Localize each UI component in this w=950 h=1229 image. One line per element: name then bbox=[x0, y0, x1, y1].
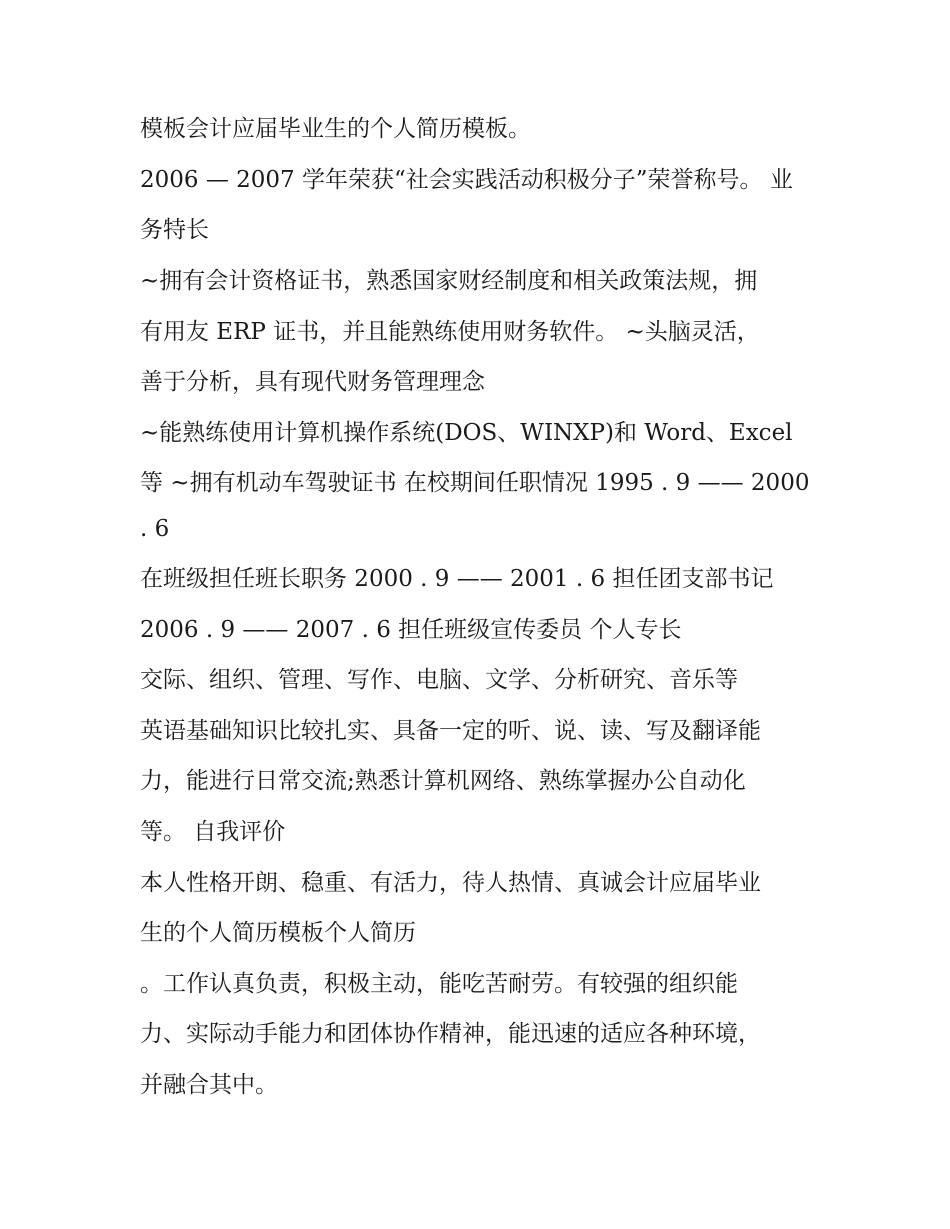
text-line: 等 ~拥有机动车驾驶证书 在校期间任职情况 1995 . 9 —— 2000 bbox=[140, 470, 810, 496]
text-line: . 6 bbox=[140, 516, 170, 542]
text-line: 力，能进行日常交流;熟悉计算机网络、熟练掌握办公自动化 bbox=[140, 768, 746, 794]
text-line: 并融合其中。 bbox=[140, 1072, 278, 1098]
text-line: ~能熟练使用计算机操作系统(DOS、WINXP)和 Word、Excel bbox=[140, 420, 793, 446]
text-line: 英语基础知识比较扎实、具备一定的听、说、读、写及翻译能 bbox=[140, 718, 761, 744]
text-line: 交际、组织、管理、写作、电脑、文学、分析研究、音乐等 bbox=[140, 667, 738, 693]
text-line: 务特长 bbox=[140, 217, 209, 243]
text-line: 有用友 ERP 证书，并且能熟练使用财务软件。 ~头脑灵活， bbox=[140, 319, 760, 345]
text-line: 。工作认真负责，积极主动，能吃苦耐劳。有较强的组织能 bbox=[140, 971, 738, 997]
text-line: 模板会计应届毕业生的个人简历模板。 bbox=[140, 116, 531, 142]
text-line: ~拥有会计资格证书，熟悉国家财经制度和相关政策法规，拥 bbox=[140, 268, 758, 294]
text-line: 生的个人简历模板个人简历 bbox=[140, 920, 416, 946]
text-line: 善于分析，具有现代财务管理理念 bbox=[140, 369, 485, 395]
text-line: 本人性格开朗、稳重、有活力，待人热情、真诚会计应届毕业 bbox=[140, 870, 761, 896]
text-line: 力、实际动手能力和团体协作精神，能迅速的适应各种环境， bbox=[140, 1021, 761, 1047]
text-line: 在班级担任班长职务 2000 . 9 —— 2001 . 6 担任团支部书记 bbox=[140, 566, 774, 592]
text-line: 2006 . 9 —— 2007 . 6 担任班级宣传委员 个人专长 bbox=[140, 617, 682, 643]
text-line: 等。 自我评价 bbox=[140, 819, 286, 845]
text-line: 2006 — 2007 学年荣获“社会实践活动积极分子”荣誉称号。 业 bbox=[140, 167, 793, 193]
